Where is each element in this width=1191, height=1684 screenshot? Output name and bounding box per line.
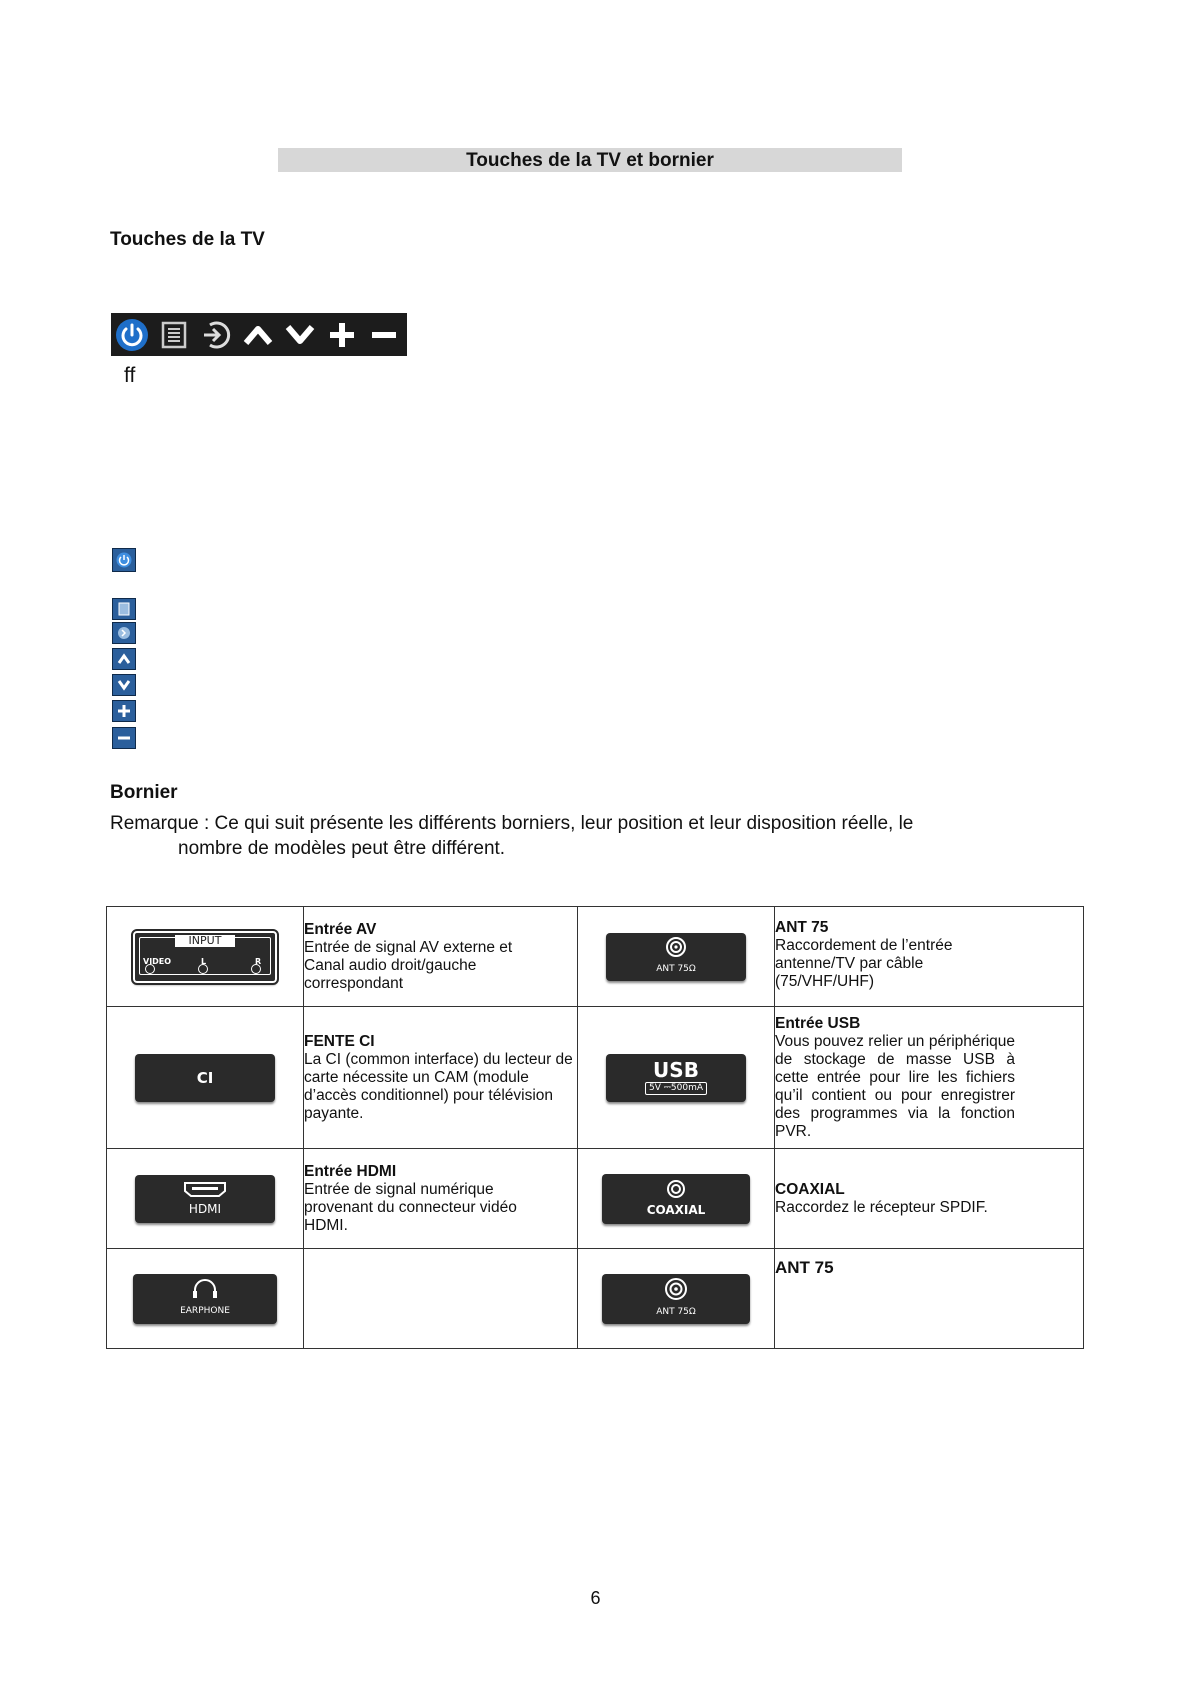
ci-label: CI [196, 1068, 214, 1087]
coax-jack-icon [665, 936, 687, 958]
desc-title: Entrée HDMI [304, 1162, 397, 1180]
usb-desc [775, 1007, 1084, 1149]
coax-jack-icon [664, 1277, 688, 1301]
input-label: INPUT [175, 935, 235, 947]
earphone-panel [133, 1274, 277, 1324]
ant-cell [578, 907, 775, 1007]
tv-keys-bar [111, 313, 407, 356]
desc-text: Entrée de signal numérique provenant du connecteur vidéo HDMI. [304, 1180, 517, 1234]
desc-title: ANT 75 [775, 919, 829, 936]
ant-panel [606, 933, 746, 981]
earphone-cell [107, 1249, 304, 1349]
section-banner: Touches de la TV et bornier [278, 148, 902, 172]
desc-text: Vous pouvez relier un périphérique de stockage de masse USB à cette entrée pour lire les fichiers qu’il contient ou pour enregistrer des programmes via la fonction PVR. [775, 1032, 1015, 1140]
coaxial-cell [578, 1149, 775, 1249]
table-row [107, 1249, 1084, 1349]
empty-desc [304, 1249, 578, 1349]
desc-title: COAXIAL [775, 1180, 845, 1198]
page-number: 6 [590, 1588, 601, 1608]
stray-text: ff [124, 364, 136, 387]
ant-label: ANT 75Ω [656, 1306, 696, 1317]
power-icon [112, 548, 136, 572]
desc-title: ANT 75 [775, 1258, 834, 1277]
ant-label: ANT 75Ω [656, 963, 696, 974]
usb-panel [606, 1054, 746, 1102]
touches-heading: Touches de la TV [110, 229, 265, 250]
ant2-cell [578, 1249, 775, 1349]
hdmi-desc [304, 1149, 578, 1249]
input-source-icon [195, 313, 237, 356]
hdmi-cell [107, 1149, 304, 1249]
plus-icon [112, 700, 136, 722]
desc-title: Entrée AV [304, 920, 377, 938]
l-label: L [201, 956, 207, 966]
down-icon [112, 674, 136, 696]
desc-text: Raccordez le récepteur SPDIF. [775, 1198, 988, 1216]
video-jack-icon [145, 964, 155, 974]
desc-text: Raccordement de l’entrée antenne/TV par câble (75/VHF/UHF) [775, 937, 953, 990]
ant2-desc [775, 1249, 1084, 1349]
menu-icon [112, 598, 136, 620]
ci-cell [107, 1007, 304, 1149]
hdmi-panel [135, 1175, 275, 1223]
bornier-note [110, 811, 1010, 861]
ant-desc [775, 907, 1084, 1007]
r-label: R [255, 956, 262, 966]
up-icon [237, 313, 279, 356]
coaxial-panel [602, 1174, 750, 1224]
video-label: VIDEO [143, 956, 172, 966]
desc-title: Entrée USB [775, 1014, 861, 1032]
plus-icon [321, 313, 363, 356]
l-jack-icon [198, 964, 208, 974]
usb-cell [578, 1007, 775, 1149]
coaxial-desc [775, 1149, 1084, 1249]
note-line-1: Remarque : Ce qui suit présente les différents borniers, leur position et leur disposition réelle, le [110, 813, 914, 834]
hdmi-port-icon [183, 1180, 227, 1198]
av-input-panel [133, 931, 277, 983]
usb-rating: 5V ⎓500mA [645, 1082, 707, 1095]
earphone-label: EARPHONE [180, 1305, 230, 1316]
down-icon [279, 313, 321, 356]
note-line-2: nombre de modèles peut être différent. [178, 838, 506, 859]
up-icon [112, 648, 136, 670]
menu-icon [153, 313, 195, 356]
table-row [107, 907, 1084, 1007]
desc-text: Entrée de signal AV externe et Canal audio droit/gauche correspondant [304, 938, 513, 992]
coaxial-label: COAXIAL [646, 1202, 706, 1217]
coax-jack-icon [666, 1179, 686, 1199]
r-jack-icon [251, 964, 261, 974]
usb-label: USB [653, 1058, 699, 1082]
input-source-icon [112, 622, 136, 644]
bornier-heading: Bornier [110, 782, 178, 803]
table-row [107, 1149, 1084, 1249]
minus-icon [112, 727, 136, 749]
minus-icon [363, 313, 405, 356]
av-input-desc [304, 907, 578, 1007]
bornier-table [106, 906, 1084, 1349]
av-input-cell [107, 907, 304, 1007]
power-icon [111, 313, 153, 356]
ci-desc [304, 1007, 578, 1149]
headphones-icon [191, 1278, 219, 1300]
desc-text: La CI (common interface) du lecteur de carte nécessite un CAM (module d’accès conditionnel) pour télévision payante. [304, 1050, 573, 1122]
table-row [107, 1007, 1084, 1149]
desc-title: FENTE CI [304, 1032, 375, 1050]
ant2-panel [602, 1274, 750, 1324]
ci-panel [135, 1054, 275, 1102]
hdmi-label: HDMI [188, 1201, 222, 1216]
